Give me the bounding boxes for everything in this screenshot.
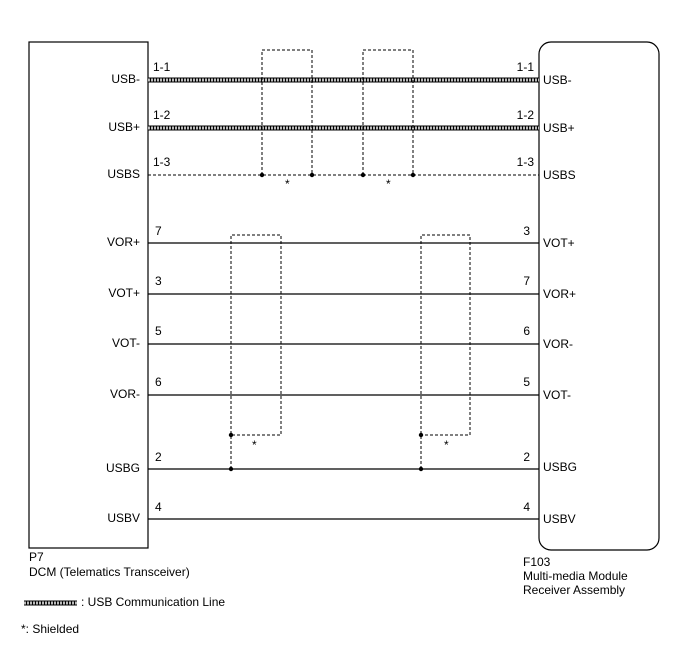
right-connector-name-line2: Receiver Assembly <box>523 583 626 597</box>
right-terminal-label: USB- <box>543 73 572 87</box>
right-pin-number: 7 <box>523 274 530 288</box>
left-pin-number: 4 <box>155 500 162 514</box>
video-shield-right <box>421 235 470 469</box>
right-pin-number: 3 <box>523 224 530 238</box>
left-terminal-label: VOT+ <box>108 286 140 300</box>
left-terminal-label: USB- <box>111 72 140 86</box>
left-connector-code: P7 <box>29 550 44 564</box>
shield-junction <box>419 433 423 437</box>
shield-marker: * <box>285 177 290 191</box>
left-pin-number: 2 <box>155 450 162 464</box>
left-terminal-label: USBV <box>107 511 140 525</box>
left-pin-number: 7 <box>155 224 162 238</box>
video-shield-left <box>231 235 281 469</box>
right-pin-number: 1-1 <box>516 60 534 74</box>
right-pin-number: 4 <box>523 500 530 514</box>
usb-shield-left <box>262 50 312 175</box>
right-terminal-label: VOT+ <box>543 236 575 250</box>
shield-marker: * <box>444 438 449 452</box>
left-pin-number: 1-3 <box>153 155 171 169</box>
shield-junction <box>260 173 264 177</box>
shield-junction <box>310 173 314 177</box>
left-connector-name: DCM (Telematics Transceiver) <box>29 565 190 579</box>
left-terminal-label: VOR- <box>110 387 140 401</box>
shield-junction <box>419 467 423 471</box>
right-pin-number: 2 <box>523 450 530 464</box>
right-pin-number: 6 <box>523 324 530 338</box>
right-terminal-label: VOR- <box>543 337 573 351</box>
left-terminal-label: USB+ <box>108 120 140 134</box>
left-terminal-label: VOR+ <box>106 235 140 249</box>
left-pin-number: 1-2 <box>153 108 171 122</box>
left-terminal-label: USBG <box>105 461 140 475</box>
left-terminal-label: USBS <box>107 167 140 181</box>
shield-junction <box>229 433 233 437</box>
left-pin-number: 1-1 <box>153 60 171 74</box>
right-pin-number: 5 <box>523 375 530 389</box>
left-pin-number: 5 <box>155 324 162 338</box>
shielded-legend-text: *: Shielded <box>21 622 80 636</box>
right-terminal-label: VOT- <box>543 388 572 402</box>
right-pin-number: 1-2 <box>516 108 534 122</box>
right-terminal-label: USB+ <box>543 121 575 135</box>
shield-junction <box>229 467 233 471</box>
shield-junction <box>411 173 415 177</box>
usb-shield-right <box>363 50 413 175</box>
shield-junction <box>361 173 365 177</box>
shield-marker: * <box>252 438 257 452</box>
right-terminal-label: USBV <box>543 512 576 526</box>
right-terminal-label: VOR+ <box>543 287 577 301</box>
left-pin-number: 3 <box>155 274 162 288</box>
usb-line-legend-text: : USB Communication Line <box>81 595 226 609</box>
right-terminal-label: USBG <box>543 460 578 474</box>
left-pin-number: 6 <box>155 375 162 389</box>
left-terminal-label: VOT- <box>111 336 140 350</box>
right-pin-number: 1-3 <box>516 155 534 169</box>
right-connector-code: F103 <box>523 555 551 569</box>
right-terminal-label: USBS <box>543 168 576 182</box>
right-connector-name-line1: Multi-media Module <box>523 569 628 583</box>
shield-marker: * <box>386 177 391 191</box>
